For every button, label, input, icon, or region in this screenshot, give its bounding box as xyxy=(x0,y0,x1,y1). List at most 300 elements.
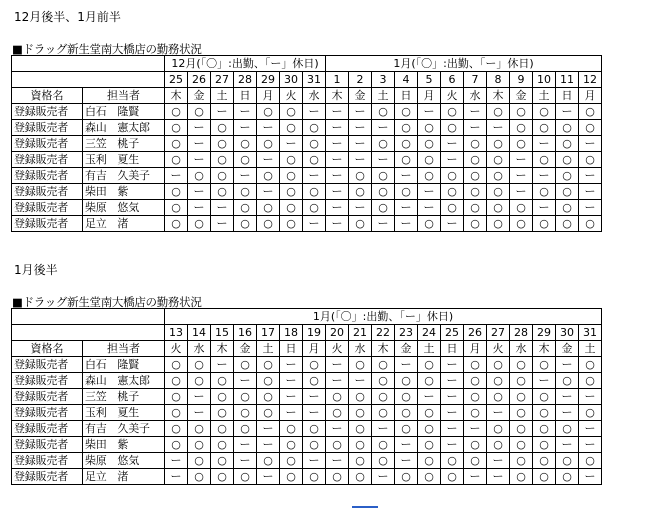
attendance-cell: ー xyxy=(211,104,234,120)
attendance-cell: ○ xyxy=(257,136,280,152)
attendance-cell: ○ xyxy=(556,120,579,136)
attendance-cell: ○ xyxy=(349,184,372,200)
weekday-label: 日 xyxy=(556,88,579,104)
attendance-cell: ○ xyxy=(234,389,257,405)
attendance-cell: ー xyxy=(464,421,487,437)
attendance-cell: ー xyxy=(303,405,326,421)
attendance-cell: ○ xyxy=(533,405,556,421)
attendance-cell: ○ xyxy=(487,437,510,453)
license-cell: 登録販売者 xyxy=(12,389,83,405)
section-heading-second: 1月後半 xyxy=(14,263,58,277)
attendance-cell: ○ xyxy=(349,437,372,453)
attendance-cell: ○ xyxy=(533,453,556,469)
month-header-row xyxy=(12,309,602,325)
attendance-cell: ○ xyxy=(510,421,533,437)
attendance-cell: ー xyxy=(372,152,395,168)
attendance-cell: ○ xyxy=(280,168,303,184)
day-number: 8 xyxy=(487,72,510,88)
attendance-cell: ○ xyxy=(165,437,188,453)
day-number: 19 xyxy=(303,325,326,341)
attendance-cell: ー xyxy=(234,104,257,120)
attendance-cell: ○ xyxy=(510,200,533,216)
day-number: 22 xyxy=(372,325,395,341)
staff-row xyxy=(12,469,602,485)
attendance-cell: ○ xyxy=(211,405,234,421)
staff-name-cell: 三笠 桃子 xyxy=(83,389,165,405)
attendance-cell: ○ xyxy=(487,168,510,184)
header-blank xyxy=(12,56,165,72)
attendance-cell: ○ xyxy=(165,200,188,216)
attendance-cell: ○ xyxy=(464,389,487,405)
attendance-cell: ー xyxy=(556,104,579,120)
attendance-cell: ○ xyxy=(395,405,418,421)
attendance-cell: ー xyxy=(579,421,602,437)
attendance-cell: ○ xyxy=(165,136,188,152)
attendance-cell: ー xyxy=(441,405,464,421)
attendance-cell: ー xyxy=(326,136,349,152)
attendance-cell: ○ xyxy=(257,373,280,389)
attendance-cell: ー xyxy=(326,453,349,469)
staff-row xyxy=(12,373,602,389)
attendance-cell: ○ xyxy=(441,453,464,469)
day-number: 26 xyxy=(188,72,211,88)
staff-name-cell: 柴田 紫 xyxy=(83,184,165,200)
weekday-label: 木 xyxy=(533,341,556,357)
attendance-cell: ○ xyxy=(418,469,441,485)
weekday-label: 土 xyxy=(372,88,395,104)
day-number: 7 xyxy=(464,72,487,88)
weekday-label: 木 xyxy=(372,341,395,357)
attendance-cell: ○ xyxy=(303,136,326,152)
month-header-row xyxy=(12,56,602,72)
attendance-cell: ー xyxy=(556,357,579,373)
attendance-cell: ー xyxy=(326,168,349,184)
weekday-label: 土 xyxy=(257,341,280,357)
weekday-label: 水 xyxy=(510,341,533,357)
attendance-cell: ○ xyxy=(211,136,234,152)
attendance-cell: ー xyxy=(326,200,349,216)
attendance-cell: ○ xyxy=(395,469,418,485)
attendance-cell: ○ xyxy=(234,216,257,232)
attendance-cell: ○ xyxy=(211,184,234,200)
attendance-cell: ー xyxy=(188,120,211,136)
attendance-cell: ー xyxy=(372,469,395,485)
attendance-cell: ○ xyxy=(487,184,510,200)
attendance-cell: ー xyxy=(303,216,326,232)
license-cell: 登録販売者 xyxy=(12,136,83,152)
attendance-cell: ○ xyxy=(372,437,395,453)
day-number: 27 xyxy=(487,325,510,341)
day-number: 12 xyxy=(579,72,602,88)
attendance-cell: ー xyxy=(441,373,464,389)
attendance-cell: ○ xyxy=(418,136,441,152)
attendance-cell: ○ xyxy=(257,104,280,120)
attendance-cell: ○ xyxy=(556,152,579,168)
attendance-cell: ○ xyxy=(165,184,188,200)
attendance-cell: ー xyxy=(188,405,211,421)
attendance-cell: ー xyxy=(418,104,441,120)
attendance-cell: ○ xyxy=(579,120,602,136)
attendance-cell: ○ xyxy=(556,421,579,437)
attendance-cell: ○ xyxy=(280,184,303,200)
weekday-label: 土 xyxy=(579,341,602,357)
attendance-cell: ー xyxy=(487,469,510,485)
month-group-header: 1月(「〇」:出勤、「ー」休日) xyxy=(165,309,602,325)
weekday-label: 木 xyxy=(326,88,349,104)
attendance-cell: ○ xyxy=(556,200,579,216)
weekday-label: 金 xyxy=(234,341,257,357)
attendance-cell: ○ xyxy=(533,421,556,437)
attendance-cell: ○ xyxy=(211,453,234,469)
day-number-row xyxy=(12,325,602,341)
attendance-cell: ○ xyxy=(395,389,418,405)
weekday-label: 金 xyxy=(349,88,372,104)
attendance-cell: ー xyxy=(487,405,510,421)
attendance-cell: ○ xyxy=(257,453,280,469)
license-cell: 登録販売者 xyxy=(12,184,83,200)
weekday-label: 水 xyxy=(188,341,211,357)
attendance-cell: ○ xyxy=(188,421,211,437)
day-number: 28 xyxy=(234,72,257,88)
attendance-cell: ー xyxy=(257,152,280,168)
attendance-cell: ー xyxy=(165,168,188,184)
attendance-cell: ー xyxy=(579,136,602,152)
weekday-label: 月 xyxy=(418,88,441,104)
attendance-cell: ○ xyxy=(257,389,280,405)
attendance-cell: ○ xyxy=(372,357,395,373)
attendance-cell: ○ xyxy=(510,120,533,136)
license-cell: 登録販売者 xyxy=(12,421,83,437)
attendance-cell: ○ xyxy=(464,152,487,168)
attendance-cell: ー xyxy=(257,120,280,136)
staff-row xyxy=(12,168,602,184)
day-number: 20 xyxy=(326,325,349,341)
attendance-cell: ○ xyxy=(556,136,579,152)
attendance-cell: ○ xyxy=(234,469,257,485)
attendance-cell: ○ xyxy=(211,168,234,184)
attendance-cell: ー xyxy=(326,373,349,389)
attendance-cell: ○ xyxy=(188,437,211,453)
day-number: 23 xyxy=(395,325,418,341)
weekday-label: 木 xyxy=(211,341,234,357)
attendance-cell: ○ xyxy=(280,200,303,216)
attendance-cell: ○ xyxy=(395,120,418,136)
attendance-cell: ○ xyxy=(211,469,234,485)
staff-row xyxy=(12,389,602,405)
weekday-label: 木 xyxy=(165,88,188,104)
attendance-cell: ○ xyxy=(303,437,326,453)
license-cell: 登録販売者 xyxy=(12,168,83,184)
attendance-cell: ー xyxy=(556,437,579,453)
weekday-label: 日 xyxy=(395,88,418,104)
weekday-label: 月 xyxy=(303,341,326,357)
attendance-cell: ー xyxy=(326,357,349,373)
attendance-cell: ○ xyxy=(165,373,188,389)
attendance-cell: ○ xyxy=(533,184,556,200)
attendance-cell: ○ xyxy=(165,405,188,421)
month-group-header: 1月(「〇」:出勤、「ー」休日) xyxy=(326,56,602,72)
attendance-cell: ○ xyxy=(280,104,303,120)
attendance-cell: ー xyxy=(280,357,303,373)
attendance-cell: ○ xyxy=(303,373,326,389)
attendance-cell: ー xyxy=(234,120,257,136)
day-number-row xyxy=(12,72,602,88)
attendance-cell: ー xyxy=(510,152,533,168)
attendance-cell: ○ xyxy=(280,421,303,437)
attendance-cell: ○ xyxy=(510,453,533,469)
attendance-cell: ○ xyxy=(579,357,602,373)
staff-row xyxy=(12,104,602,120)
attendance-cell: ○ xyxy=(188,373,211,389)
attendance-cell: ○ xyxy=(464,437,487,453)
attendance-cell: ○ xyxy=(303,200,326,216)
attendance-cell: ○ xyxy=(556,453,579,469)
day-number: 14 xyxy=(188,325,211,341)
attendance-cell: ○ xyxy=(464,405,487,421)
attendance-cell: ○ xyxy=(349,405,372,421)
attendance-cell: ー xyxy=(418,184,441,200)
attendance-cell: ○ xyxy=(349,469,372,485)
attendance-cell: ○ xyxy=(188,357,211,373)
attendance-cell: ○ xyxy=(510,469,533,485)
day-number: 17 xyxy=(257,325,280,341)
weekday-label: 水 xyxy=(303,88,326,104)
attendance-cell: ○ xyxy=(234,357,257,373)
attendance-cell: ○ xyxy=(395,136,418,152)
attendance-cell: ○ xyxy=(257,200,280,216)
day-number: 29 xyxy=(257,72,280,88)
attendance-cell: ○ xyxy=(234,405,257,421)
attendance-cell: ○ xyxy=(165,421,188,437)
attendance-cell: ○ xyxy=(418,152,441,168)
attendance-cell: ○ xyxy=(487,200,510,216)
staff-row xyxy=(12,184,602,200)
attendance-cell: ○ xyxy=(487,357,510,373)
attendance-cell: ○ xyxy=(280,152,303,168)
attendance-cell: ー xyxy=(441,152,464,168)
license-cell: 登録販売者 xyxy=(12,200,83,216)
attendance-cell: ○ xyxy=(326,469,349,485)
attendance-cell: ○ xyxy=(372,405,395,421)
attendance-cell: ー xyxy=(418,200,441,216)
day-number: 13 xyxy=(165,325,188,341)
staff-name-cell: 足立 渚 xyxy=(83,469,165,485)
attendance-cell: ○ xyxy=(464,184,487,200)
attendance-cell: ー xyxy=(234,168,257,184)
attendance-cell: ○ xyxy=(372,168,395,184)
staff-name-cell: 有吉 久美子 xyxy=(83,421,165,437)
attendance-cell: ー xyxy=(487,453,510,469)
attendance-cell: ○ xyxy=(188,469,211,485)
attendance-cell: ○ xyxy=(533,389,556,405)
attendance-cell: ー xyxy=(533,373,556,389)
staff-name-cell: 森山 憲太郎 xyxy=(83,373,165,389)
day-number: 16 xyxy=(234,325,257,341)
day-number: 24 xyxy=(418,325,441,341)
day-number: 25 xyxy=(165,72,188,88)
attendance-cell: ○ xyxy=(165,152,188,168)
staff-row xyxy=(12,437,602,453)
weekday-label: 水 xyxy=(349,341,372,357)
attendance-cell: ー xyxy=(395,437,418,453)
attendance-cell: ○ xyxy=(234,200,257,216)
attendance-cell: ○ xyxy=(303,184,326,200)
attendance-cell: ○ xyxy=(533,437,556,453)
attendance-cell: ー xyxy=(556,389,579,405)
attendance-cell: ○ xyxy=(188,104,211,120)
attendance-cell: ー xyxy=(372,120,395,136)
attendance-cell: ○ xyxy=(372,136,395,152)
attendance-cell: ー xyxy=(280,373,303,389)
weekday-label: 火 xyxy=(441,88,464,104)
weekday-label: 金 xyxy=(556,341,579,357)
attendance-cell: ○ xyxy=(487,389,510,405)
attendance-cell: ー xyxy=(349,152,372,168)
day-number: 30 xyxy=(556,325,579,341)
attendance-cell: ー xyxy=(441,437,464,453)
attendance-cell: ○ xyxy=(280,469,303,485)
attendance-cell: ○ xyxy=(349,453,372,469)
attendance-cell: ○ xyxy=(257,216,280,232)
day-number: 28 xyxy=(510,325,533,341)
attendance-cell: ○ xyxy=(510,357,533,373)
attendance-cell: ー xyxy=(441,216,464,232)
attendance-cell: ○ xyxy=(303,152,326,168)
attendance-cell: ー xyxy=(510,184,533,200)
attendance-cell: ○ xyxy=(326,389,349,405)
attendance-cell: ○ xyxy=(533,357,556,373)
attendance-cell: ○ xyxy=(418,120,441,136)
day-number: 27 xyxy=(211,72,234,88)
weekday-label: 水 xyxy=(464,88,487,104)
attendance-cell: ○ xyxy=(349,389,372,405)
attendance-cell: ○ xyxy=(556,373,579,389)
attendance-cell: ○ xyxy=(211,152,234,168)
attendance-cell: ○ xyxy=(464,168,487,184)
attendance-cell: ○ xyxy=(441,104,464,120)
attendance-cell: ○ xyxy=(188,168,211,184)
attendance-cell: ー xyxy=(395,216,418,232)
day-number: 4 xyxy=(395,72,418,88)
day-number: 5 xyxy=(418,72,441,88)
attendance-cell: ○ xyxy=(533,152,556,168)
day-number: 15 xyxy=(211,325,234,341)
attendance-cell: ー xyxy=(303,104,326,120)
weekday-label: 日 xyxy=(280,341,303,357)
attendance-cell: ○ xyxy=(487,152,510,168)
attendance-cell: ー xyxy=(188,152,211,168)
attendance-cell: ○ xyxy=(510,104,533,120)
attendance-cell: ー xyxy=(372,421,395,437)
attendance-cell: ○ xyxy=(418,421,441,437)
attendance-cell: ○ xyxy=(487,136,510,152)
attendance-cell: ○ xyxy=(211,421,234,437)
attendance-cell: ○ xyxy=(234,152,257,168)
attendance-cell: ○ xyxy=(464,357,487,373)
attendance-cell: ○ xyxy=(533,104,556,120)
header-blank xyxy=(12,325,165,341)
attendance-cell: ○ xyxy=(441,184,464,200)
attendance-cell: ○ xyxy=(211,373,234,389)
attendance-cell: ○ xyxy=(579,152,602,168)
attendance-cell: ○ xyxy=(533,469,556,485)
day-number: 25 xyxy=(441,325,464,341)
attendance-cell: ー xyxy=(326,120,349,136)
attendance-cell: ー xyxy=(234,453,257,469)
attendance-cell: ー xyxy=(211,357,234,373)
license-cell: 登録販売者 xyxy=(12,152,83,168)
attendance-cell: ○ xyxy=(188,216,211,232)
attendance-cell: ○ xyxy=(395,152,418,168)
license-cell: 登録販売者 xyxy=(12,437,83,453)
weekday-label: 金 xyxy=(188,88,211,104)
attendance-cell: ー xyxy=(487,120,510,136)
attendance-cell: ○ xyxy=(487,421,510,437)
attendance-cell: ○ xyxy=(418,168,441,184)
attendance-cell: ー xyxy=(395,200,418,216)
weekday-label: 火 xyxy=(280,88,303,104)
header-blank xyxy=(12,72,165,88)
day-number: 30 xyxy=(280,72,303,88)
attendance-cell: ー xyxy=(510,168,533,184)
staff-row xyxy=(12,152,602,168)
attendance-cell: ○ xyxy=(372,184,395,200)
attendance-cell: ○ xyxy=(441,200,464,216)
column-label-license: 資格名 xyxy=(12,88,83,104)
day-number: 31 xyxy=(303,72,326,88)
attendance-cell: ○ xyxy=(349,216,372,232)
staff-name-cell: 柴田 紫 xyxy=(83,437,165,453)
attendance-cell: ー xyxy=(188,389,211,405)
attendance-cell: ○ xyxy=(211,437,234,453)
attendance-cell: ー xyxy=(326,152,349,168)
column-label-staff: 担当者 xyxy=(83,88,165,104)
attendance-cell: ○ xyxy=(510,136,533,152)
footer-link-underline[interactable] xyxy=(352,506,378,508)
staff-row xyxy=(12,120,602,136)
attendance-cell: ○ xyxy=(579,373,602,389)
staff-row xyxy=(12,453,602,469)
attendance-cell: ー xyxy=(349,200,372,216)
attendance-cell: ー xyxy=(579,389,602,405)
attendance-cell: ー xyxy=(234,437,257,453)
staff-name-cell: 有吉 久美子 xyxy=(83,168,165,184)
weekday-label: 金 xyxy=(510,88,533,104)
attendance-cell: ○ xyxy=(303,120,326,136)
day-number: 26 xyxy=(464,325,487,341)
attendance-cell: ○ xyxy=(510,216,533,232)
weekday-label: 月 xyxy=(464,341,487,357)
attendance-cell: ○ xyxy=(326,437,349,453)
attendance-cell: ー xyxy=(165,469,188,485)
attendance-cell: ー xyxy=(303,389,326,405)
attendance-cell: ○ xyxy=(395,421,418,437)
attendance-cell: ○ xyxy=(418,453,441,469)
day-number: 9 xyxy=(510,72,533,88)
attendance-cell: ○ xyxy=(441,469,464,485)
attendance-cell: ー xyxy=(464,469,487,485)
attendance-cell: ○ xyxy=(533,216,556,232)
attendance-cell: ○ xyxy=(418,357,441,373)
attendance-cell: ー xyxy=(533,200,556,216)
attendance-cell: ー xyxy=(188,184,211,200)
attendance-cell: ○ xyxy=(579,104,602,120)
day-number: 31 xyxy=(579,325,602,341)
attendance-cell: ○ xyxy=(303,469,326,485)
attendance-cell: ○ xyxy=(234,184,257,200)
weekday-label: 火 xyxy=(326,341,349,357)
staff-name-cell: 玉利 夏生 xyxy=(83,405,165,421)
